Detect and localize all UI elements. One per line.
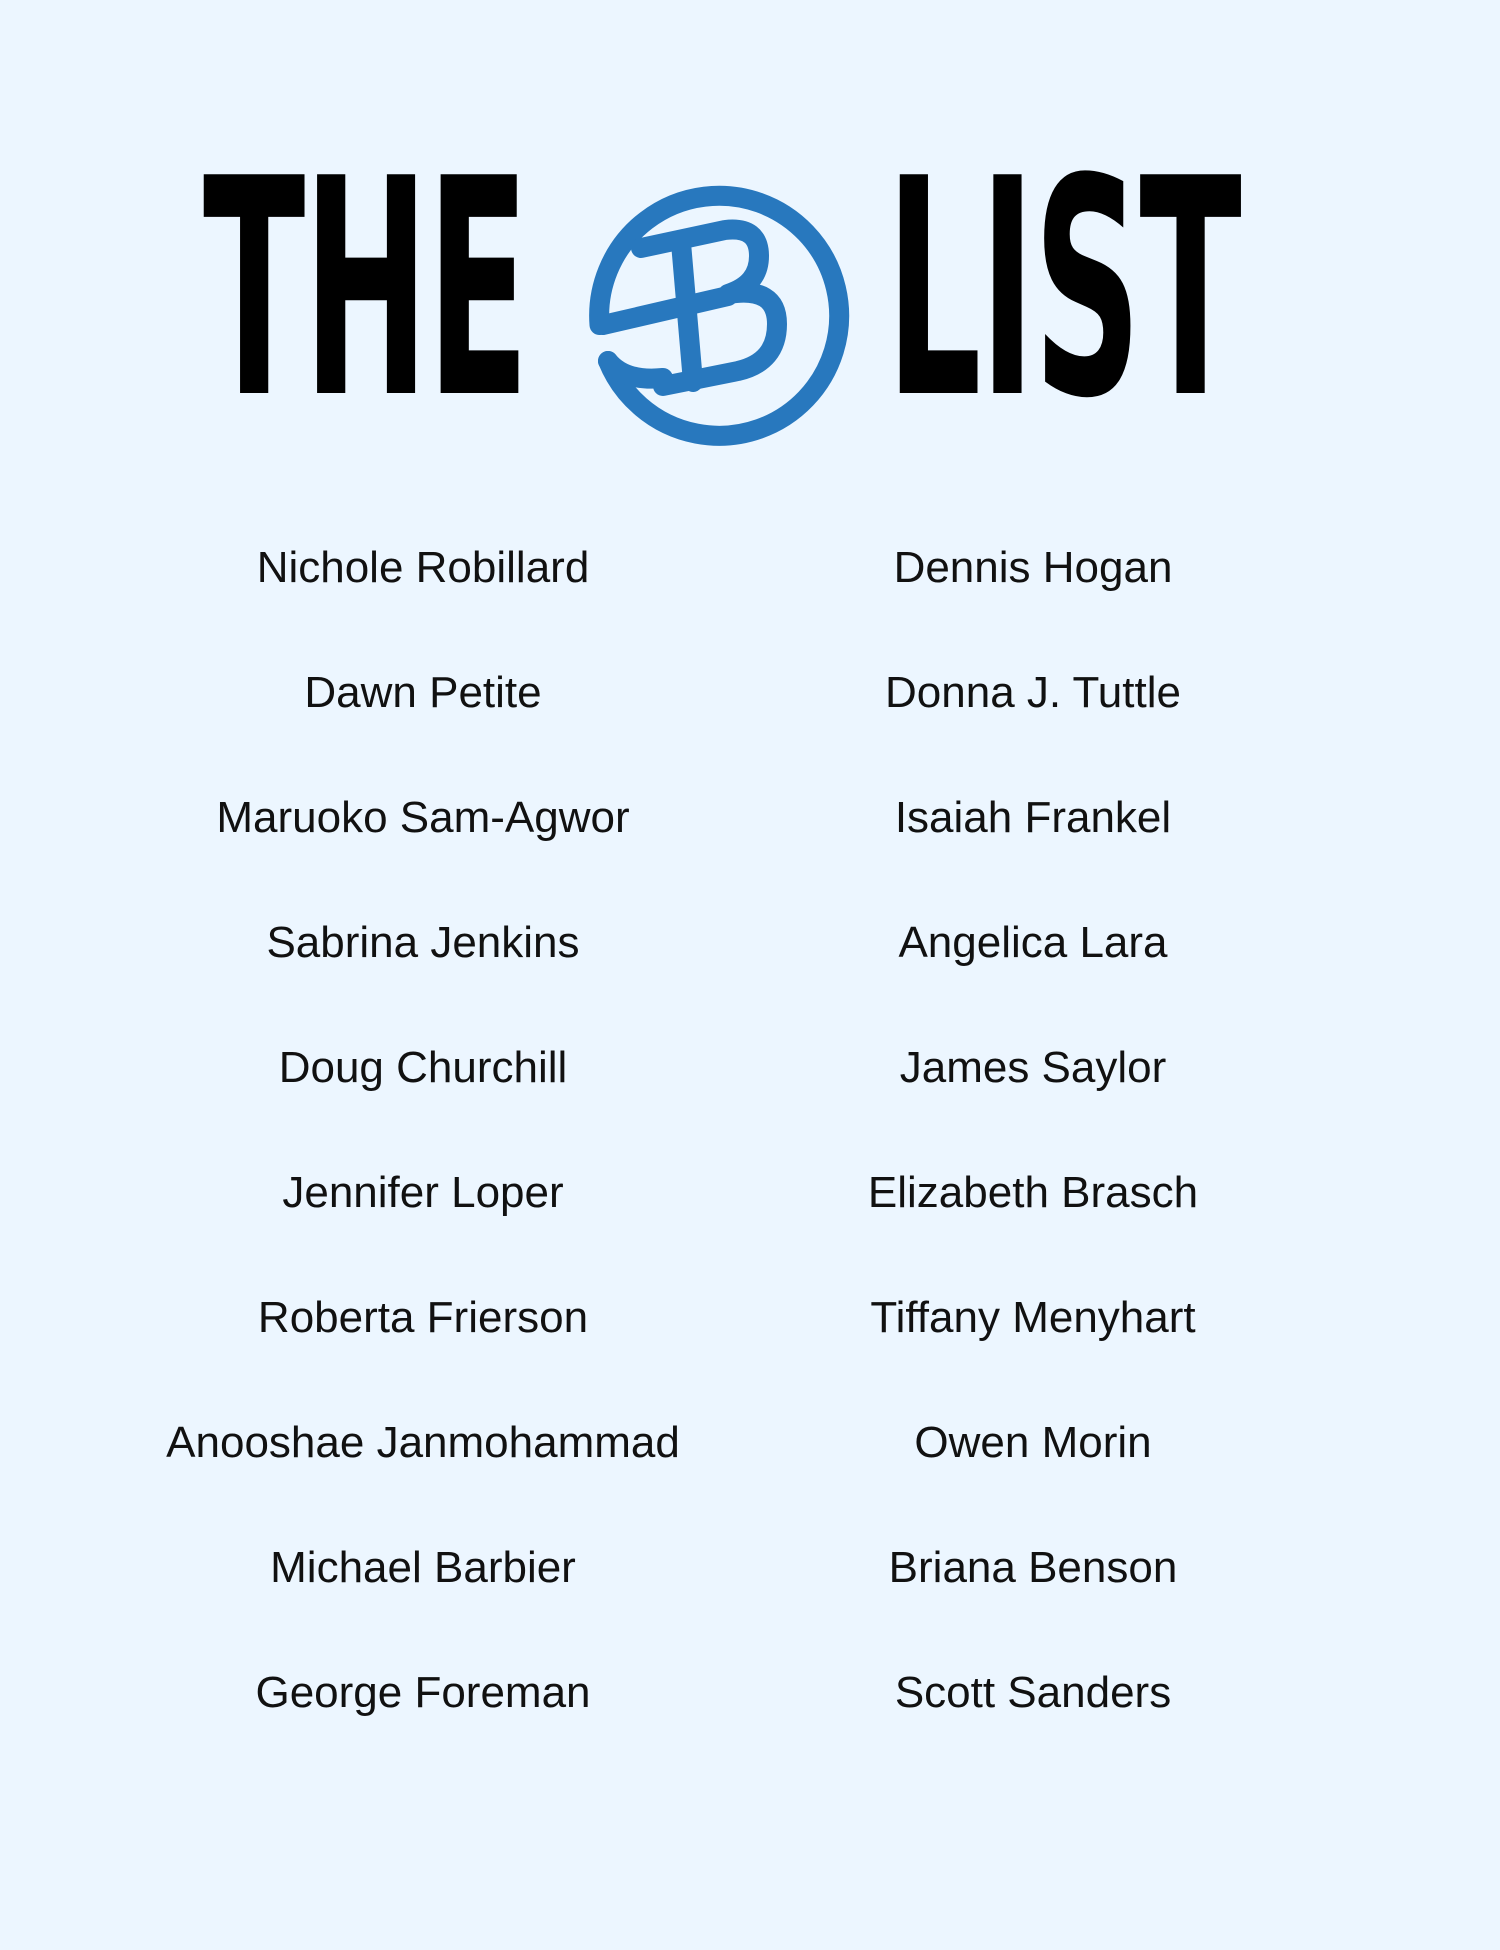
names-column-left <box>103 530 743 1780</box>
list-item: Maruoko Sam-Agwor <box>216 793 630 842</box>
list-item: Michael Barbier <box>270 1543 576 1592</box>
list-item: Doug Churchill <box>278 1043 568 1092</box>
list-item: Dawn Petite <box>304 668 542 717</box>
list-item: Sabrina Jenkins <box>266 918 580 967</box>
logo-word-list: LIST <box>886 115 1240 464</box>
list-item: Isaiah Frankel <box>894 793 1172 842</box>
list-item: Briana Benson <box>888 1543 1178 1592</box>
list-item: Scott Sanders <box>894 1668 1172 1717</box>
list-item: Anooshae Janmohammad <box>166 1418 680 1467</box>
logo-word-the: THE <box>203 115 528 464</box>
list-item: Nichole Robillard <box>256 543 590 592</box>
list-item: Jennifer Loper <box>282 1168 564 1217</box>
the-b-list-logo <box>203 115 1295 464</box>
b-circle-emblem-icon <box>563 146 873 456</box>
list-item: Roberta Frierson <box>257 1293 589 1342</box>
list-item: Donna J. Tuttle <box>885 668 1181 717</box>
list-item: Dennis Hogan <box>893 543 1173 592</box>
list-item: Angelica Lara <box>898 918 1168 967</box>
list-item: Elizabeth Brasch <box>867 1168 1199 1217</box>
list-item: George Foreman <box>255 1668 591 1717</box>
names-column-right <box>713 530 1353 1780</box>
list-item: Owen Morin <box>914 1418 1152 1467</box>
list-item: James Saylor <box>899 1043 1167 1092</box>
list-item: Tiffany Menyhart <box>870 1293 1196 1342</box>
